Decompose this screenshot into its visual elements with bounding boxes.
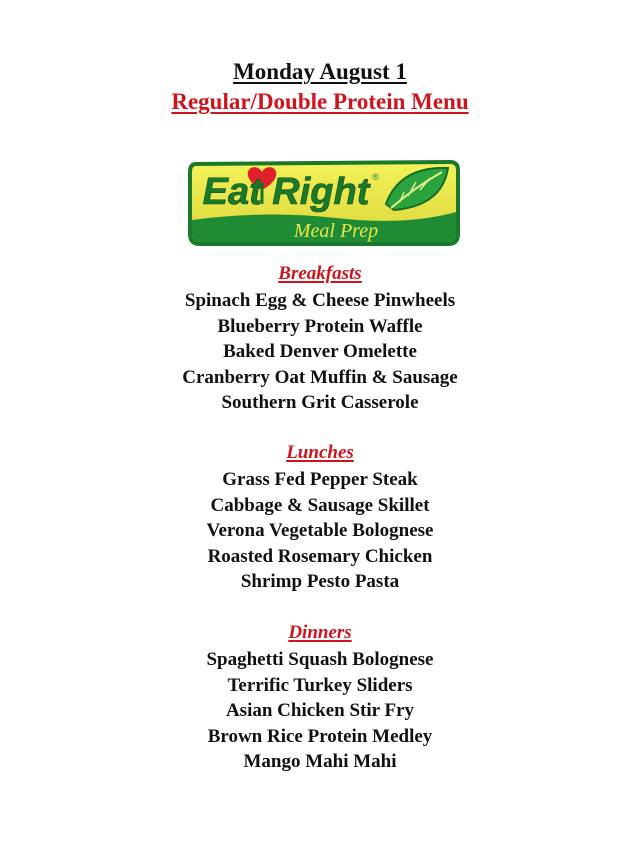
menu-item: Spinach Egg & Cheese Pinwheels bbox=[184, 290, 456, 311]
menu-date: Monday August 1 bbox=[233, 59, 407, 84]
section-dinners bbox=[0, 621, 640, 775]
menu-item: Terrific Turkey Sliders bbox=[227, 674, 413, 696]
menu-item: Cranberry Oat Muffin & Sausage bbox=[182, 366, 458, 388]
menu-item: Blueberry Protein Waffle bbox=[217, 315, 423, 337]
menu-title: Regular/Double Protein Menu bbox=[171, 89, 469, 114]
menu-item: Shrimp Pesto Pasta bbox=[240, 571, 400, 593]
section-heading-dinners: Dinners bbox=[288, 622, 352, 643]
section-heading-lunches: Lunches bbox=[286, 442, 354, 463]
menu-item: Mango Mahi Mahi bbox=[243, 751, 397, 773]
section-lunches bbox=[0, 441, 640, 595]
menu-item: Grass Fed Pepper Steak bbox=[222, 469, 418, 490]
menu-item: Southern Grit Casserole bbox=[221, 392, 419, 414]
menu-item: Baked Denver Omelette bbox=[223, 341, 417, 363]
logo-registered: ® bbox=[372, 172, 379, 182]
menu-item: Cabbage & Sausage Skillet bbox=[210, 494, 430, 516]
section-heading-breakfasts: Breakfasts bbox=[278, 263, 362, 284]
menu-item: Verona Vegetable Bolognese bbox=[206, 520, 434, 542]
menu-item: Brown Rice Protein Medley bbox=[207, 725, 433, 747]
logo-text-sub: Meal Prep bbox=[293, 220, 379, 242]
section-breakfasts bbox=[0, 262, 640, 416]
logo-text-main: Eat Right bbox=[202, 171, 370, 213]
eat-right-logo bbox=[186, 158, 462, 250]
menu-item: Asian Chicken Stir Fry bbox=[225, 700, 415, 722]
menu-item: Roasted Rosemary Chicken bbox=[207, 545, 433, 567]
menu-item: Spaghetti Squash Bolognese bbox=[206, 649, 434, 670]
